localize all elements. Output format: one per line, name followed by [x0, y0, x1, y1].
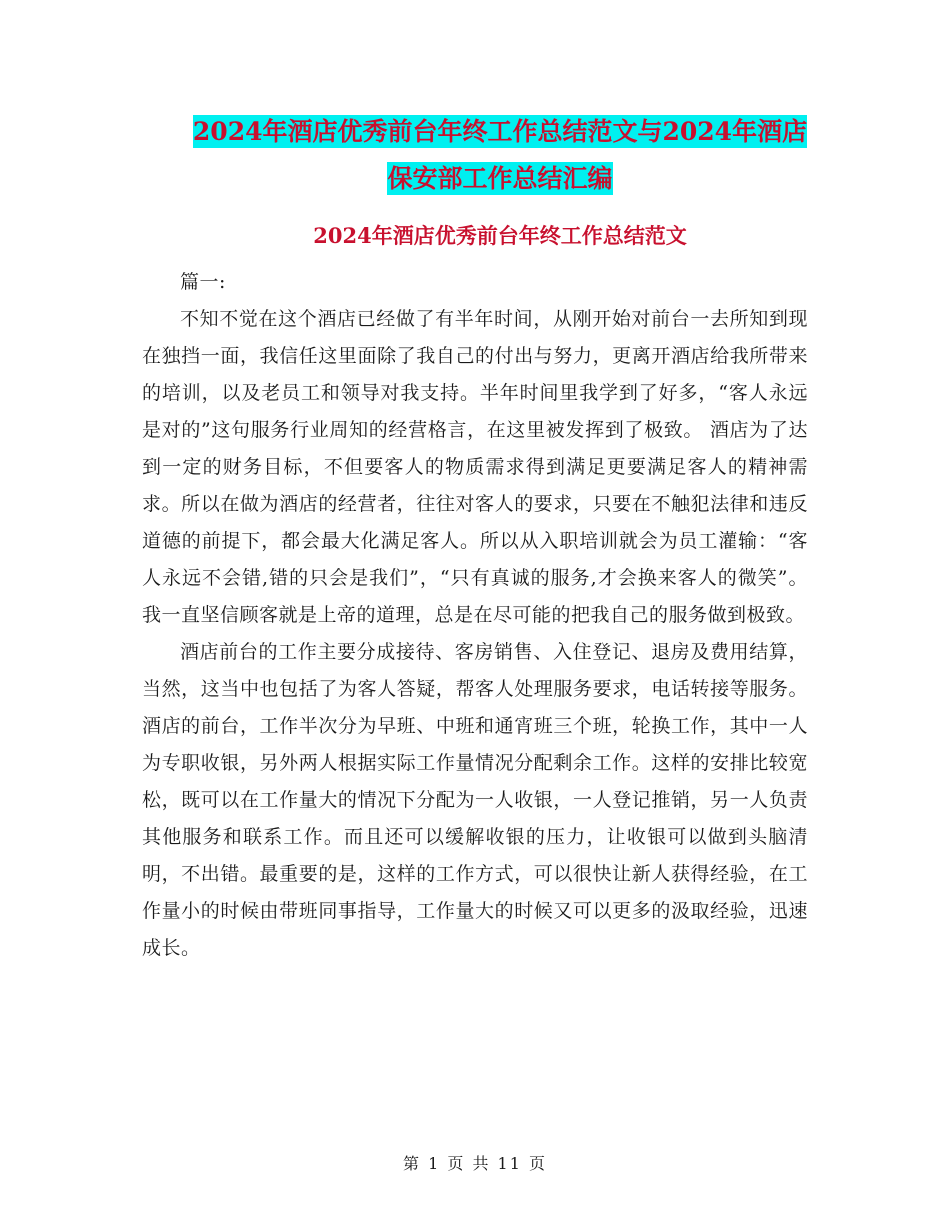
paragraph-2: 酒店前台的工作主要分成接待、客房销售、入住登记、退房及费用结算，当然，这当中也包括了为客人答疑，帮客人处理服务要求，电话转接等服务。酒店的前台，工作半次分为早班、中班和通宵班三个班，轮换工作，其中一人为专职收银，另外两人根据实际工作量情况分配剩余工作。这样的安排比较宽松，既可以在工作量大的情况下分配为一人收银，一人登记推销，另一人负责其他服务和联系工作。而且还可以缓解收银的压力，让收银可以做到头脑清明，不出错。最重要的是，这样的工作方式，可以很快让新人获得经验，在工作量小的时候由带班同事指导，工作量大的时候又可以更多的汲取经验，迅速成长。	[142, 641, 808, 959]
paragraph-1: 不知不觉在这个酒店已经做了有半年时间，从刚开始对前台一去所知到现在独挡一面，我信任这里面除了我自己的付出与努力，更离开酒店给我所带来的培训，以及老员工和领导对我支持。半年时间里我学到了好多，“客人永远是对的”这句服务行业周知的经营格言，在这里被发挥到了极致。 酒店为了达到一定的财务目标，不但要客人的物质需求得到满足更要满足客人的精神需求。所以在做为酒店的经营者，往往对客人的要求，只要在不触犯法律和违反道德的前提下，都会最大化满足客人。所以从入职培训就会为员工灌输：“客人永远不会错,错的只会是我们”，“只有真诚的服务,才会换来客人的微笑”。 我一直坚信顾客就是上帝的道理，总是在尽可能的把我自己的服务做到极致。	[142, 308, 808, 626]
document-body	[142, 264, 808, 967]
document-title	[140, 108, 860, 202]
page-indicator: 第 1 页 共 11 页	[403, 1154, 547, 1173]
article-label: 篇一:	[180, 271, 226, 293]
document-title-line-1: 2024年酒店优秀前台年终工作总结范文与2024年酒店	[192, 117, 808, 146]
document-title-line-2: 保安部工作总结汇编	[387, 164, 613, 193]
section-title: 2024年酒店优秀前台年终工作总结范文	[313, 223, 687, 248]
